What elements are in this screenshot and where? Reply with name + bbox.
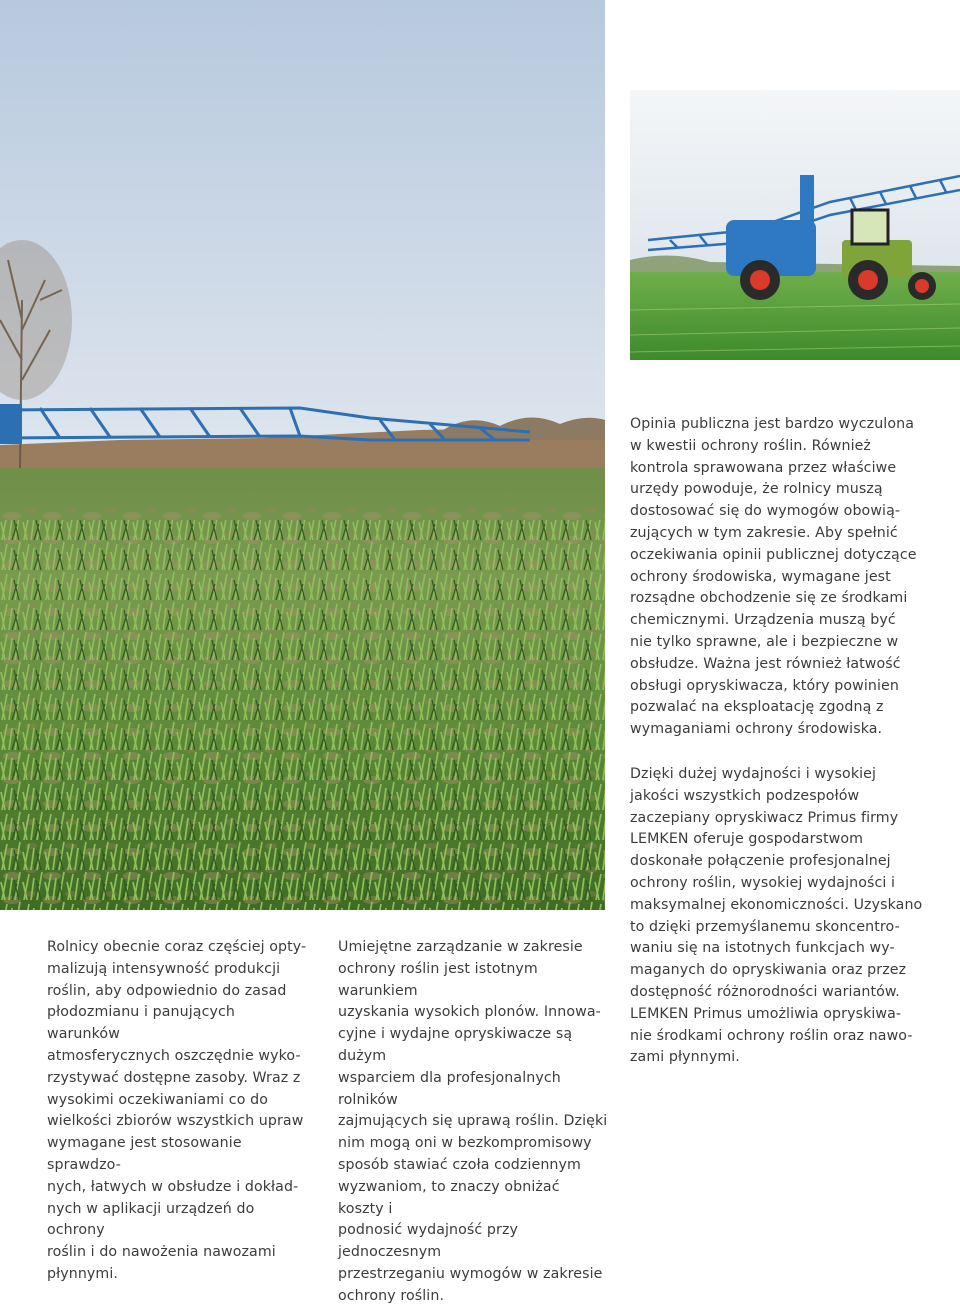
text-line: nie środkami ochrony roślin oraz nawo- [630,1027,913,1044]
text-line: dostępność różnorodności wariantów. [630,983,900,1000]
text-line: chemicznymi. Urządzenia muszą być [630,612,896,629]
text-line: zaczepiany opryskiwacz Primus firmy [630,809,899,826]
text-column-public-opinion [630,414,960,741]
text-line: roślin i do nawożenia nawozami [47,1244,276,1261]
text-line: zami płynnymi. [630,1049,740,1066]
text-line: przestrzeganiu wymogów w zakresie [338,1265,603,1282]
text-line: w kwestii ochrony roślin. Również [630,437,871,454]
text-line: Dzięki dużej wydajności i wysokiej [630,766,877,782]
text-line: Umiejętne zarządzanie w zakresie [338,939,583,955]
text-line: rzystywać dostępne zasoby. Wraz z [47,1069,301,1086]
text-line: sposób stawiać czoła codziennym [338,1156,581,1173]
tractor-sprayer-photo [630,90,960,360]
text-line: płodozmianu i panujących warunków [47,1004,235,1043]
text-line: to dzięki przemyślanemu skoncentro- [630,918,900,935]
text-line: podnosić wydajność przy jednoczesnym [338,1222,519,1261]
text-column-management [338,937,608,1308]
text-line: wyzwaniom, to znaczy obniżać koszty i [338,1178,560,1217]
text-line: urzędy powoduje, że rolnicy muszą [630,481,883,498]
text-line: doskonałe połączenie profesjonalnej [630,853,891,870]
text-line: kontrola sprawowana przez właściwe [630,459,897,476]
text-line: LEMKEN oferuje gospodarstwom [630,831,864,848]
text-line: ochrony roślin, wysokiej wydajności i [630,874,896,891]
text-line: maganych do opryskiwania oraz przez [630,962,907,979]
text-line: Rolnicy obecnie coraz częściej opty- [47,939,307,955]
text-line: ochrony środowiska, wymagane jest [630,568,891,585]
tractor-sprayer-photo-icon [630,90,960,360]
text-line: nim mogą oni w bezkompromisowy [338,1135,592,1152]
text-line: wymaganiami ochrony środowiska. [630,721,883,738]
text-line: roślin, aby odpowiednio do zasad [47,982,287,999]
text-line: płynnymi. [47,1265,118,1282]
text-line: malizują intensywność produkcji [47,960,281,977]
text-line: uzyskania wysokich plonów. Innowa- [338,1004,601,1021]
text-line: ochrony roślin. [338,1287,445,1304]
text-line: rozsądne obchodzenie się ze środkami [630,590,908,607]
text-line: zujących w tym zakresie. Aby spełnić [630,524,898,541]
text-line: maksymalnej ekonomiczności. Uzyskano [630,896,923,913]
text-column-primus [630,764,960,1069]
text-line: wymagane jest stosowanie sprawdzo- [47,1135,242,1173]
text-line: atmosferycznych oszczędnie wyko- [47,1047,301,1064]
text-line: jakości wszystkich podzespołów [630,787,860,804]
text-line: dostosować się do wymogów obowią- [630,503,901,520]
text-line: wysokimi oczekiwaniami co do [47,1091,268,1108]
text-line: waniu się na istotnych funkcjach wy- [630,940,895,957]
text-line: nych, łatwych w obsłudze i dokład- [47,1178,299,1195]
text-line: nych w aplikacji urządzeń do ochrony [47,1200,255,1239]
text-line: wielkości zbiorów wszystkich upraw [47,1113,304,1130]
main-field-photo [0,0,605,910]
text-line: obsłudze. Ważna jest również łatwość [630,655,901,672]
text-line: obsługi opryskiwacza, który powinien [630,677,899,694]
text-line: pozwalać na eksploatację zgodną z [630,699,884,716]
text-line: wsparciem dla profesjonalnych rolników [338,1069,561,1108]
text-line: oczekiwania opinii publicznej dotyczące [630,546,917,563]
text-line: Opinia publiczna jest bardzo wyczulona [630,416,914,432]
text-line: cyjne i wydajne opryskiwacze są dużym [338,1026,573,1064]
text-line: zajmujących się uprawą roślin. Dzięki [338,1113,608,1130]
text-line: LEMKEN Primus umożliwia opryskiwa- [630,1005,902,1022]
text-column-farmers [47,937,312,1286]
text-line: nie tylko sprawne, ale i bezpieczne w [630,633,899,650]
field-sprayer-photo-icon [0,0,605,910]
text-line: ochrony roślin jest istotnym warunkiem [338,960,538,999]
